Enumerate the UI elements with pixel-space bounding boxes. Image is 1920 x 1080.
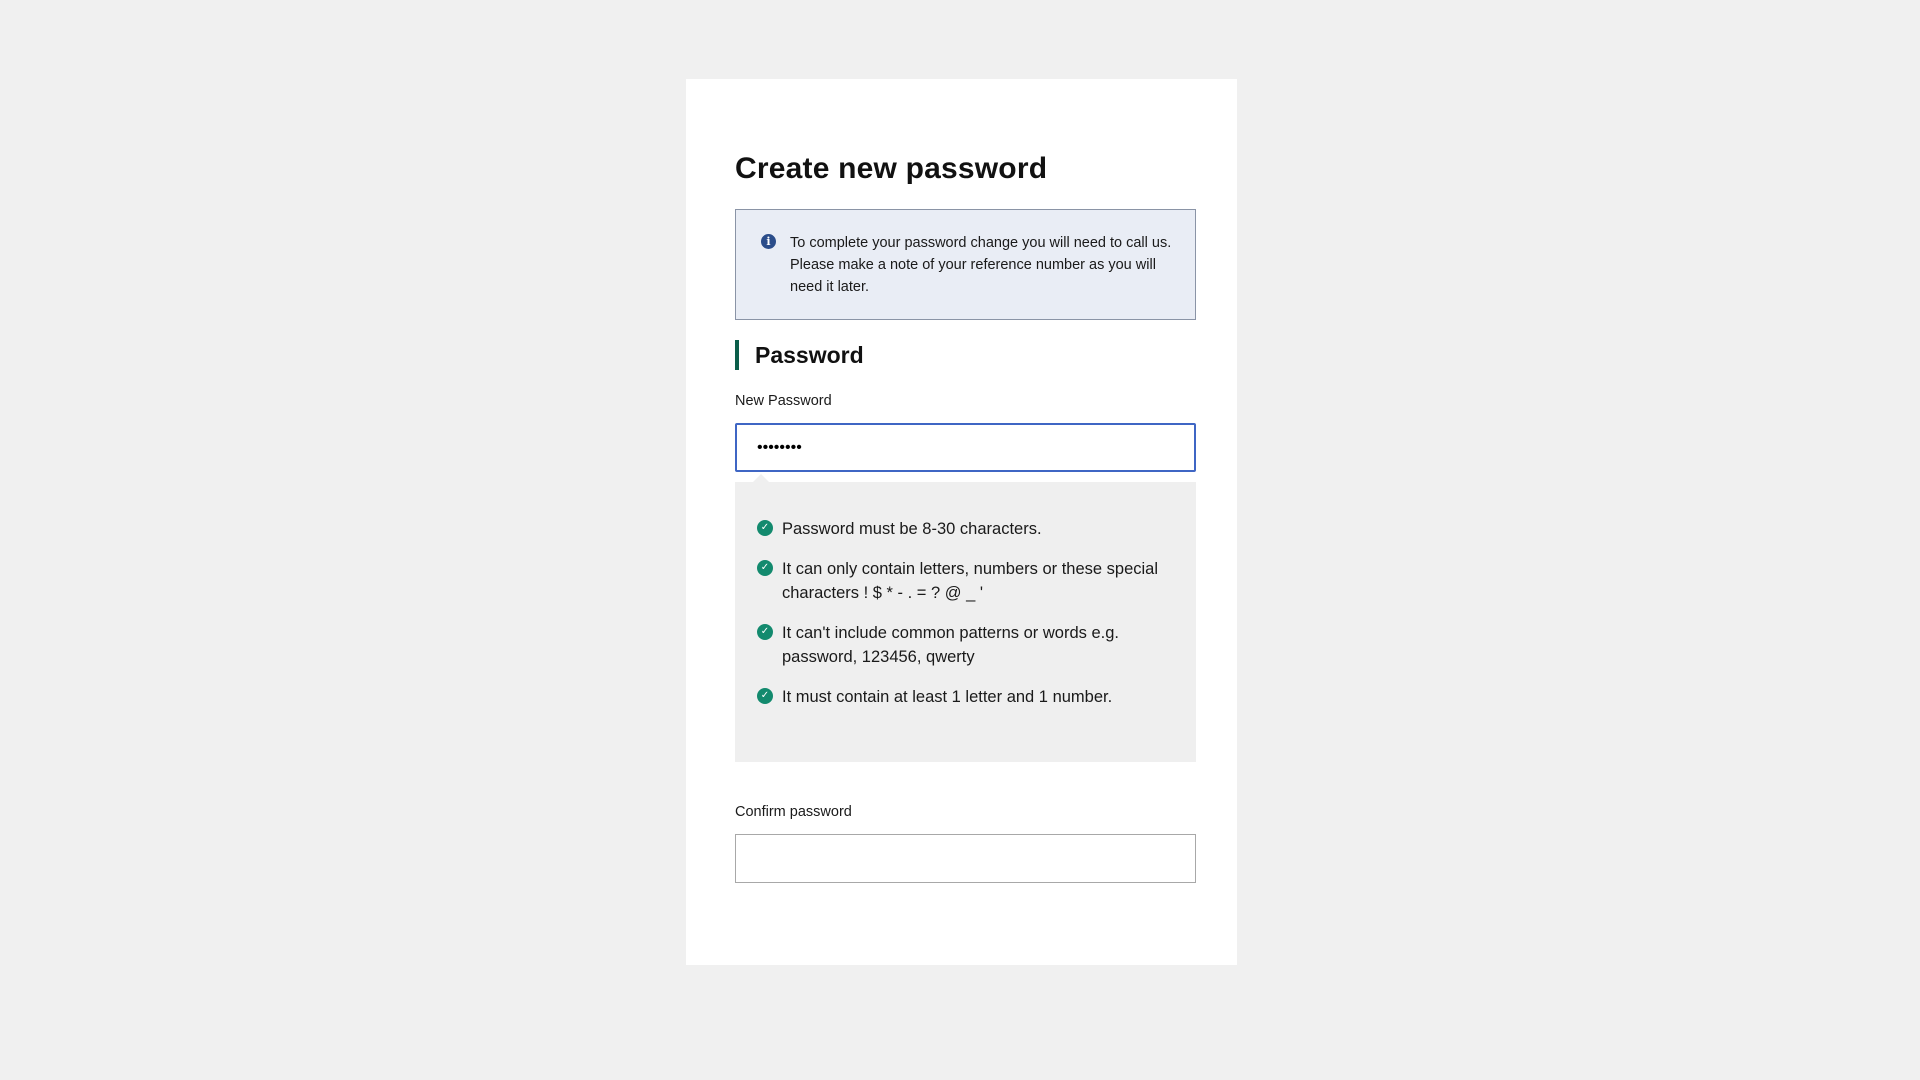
password-rule-text: It can't include common patterns or words e.g. password, 123456, qwerty [782, 624, 1119, 666]
check-circle-icon: ✓ [757, 624, 773, 640]
password-rule [757, 517, 1176, 541]
password-card [686, 79, 1237, 965]
confirm-password-input[interactable] [735, 834, 1196, 883]
password-rule-text: It must contain at least 1 letter and 1 number. [782, 688, 1113, 706]
info-icon: i [761, 234, 776, 249]
password-rule [757, 557, 1176, 605]
new-password-label: New Password [735, 393, 832, 409]
new-password-input[interactable] [735, 423, 1196, 472]
password-rule [757, 685, 1176, 709]
info-notice [735, 209, 1196, 320]
password-rule [757, 621, 1176, 669]
section-heading-password: Password [735, 340, 1197, 370]
confirm-password-label: Confirm password [735, 804, 852, 820]
page-title: Create new password [735, 152, 1048, 185]
password-rules-panel [735, 482, 1196, 762]
password-rule-text: Password must be 8-30 characters. [782, 520, 1042, 538]
check-circle-icon: ✓ [757, 560, 773, 576]
info-text: To complete your password change you will need to call us. Please make a note of your reference number as you will need it later. [790, 235, 1172, 295]
check-circle-icon: ✓ [757, 688, 773, 704]
check-circle-icon: ✓ [757, 520, 773, 536]
password-rule-text: It can only contain letters, numbers or these special characters ! $ * - . = ? @ _ ' [782, 560, 1159, 602]
